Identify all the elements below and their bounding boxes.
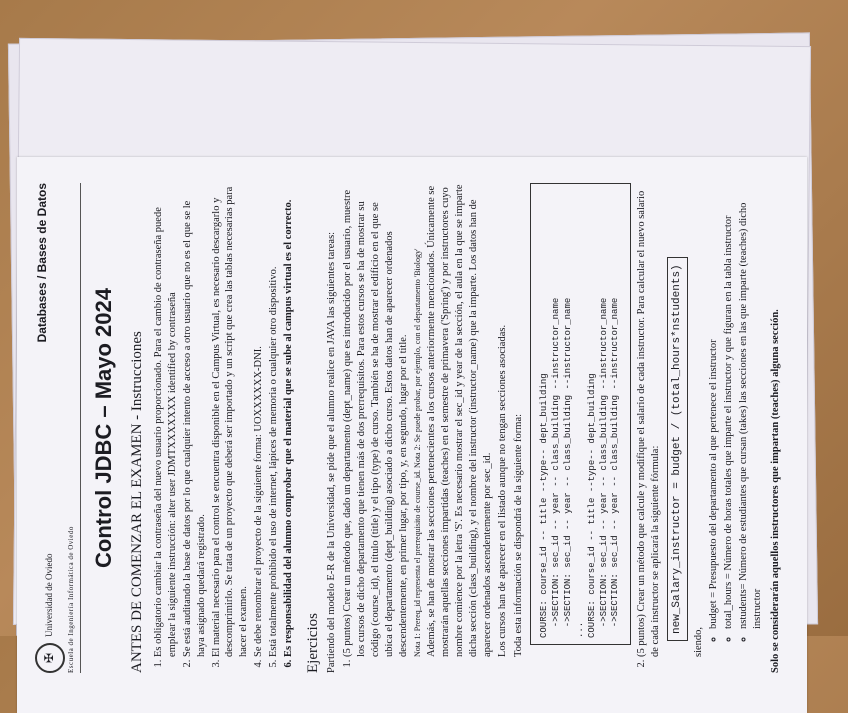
instruction-item: 3. El material necesario para el control se encuentra disponible en el Campus Virtual, es necesario descargarlo y descomprimirlo. Se trata de un proyecto que deberá ser importado y un script que crea las tablas necesarias para hacer el examen.	[210, 183, 252, 657]
exercises-intro: Partiendo del modelo E-R de la Universidad, se pide que el alumno realice en JAVA las siguientes tareas:	[326, 231, 338, 673]
variable-item: ◦ total_hours = Número de horas totales que imparte el instructor y que figuran en la tabla instructor	[722, 183, 736, 629]
exercise-2	[635, 183, 765, 657]
siendo-label: siendo,	[692, 626, 704, 657]
page-title: Control JDBC – Mayo 2024	[91, 288, 117, 568]
exercise-1-para3: Los cursos han de aparecer en el listado aunque no tengan secciones asociadas.	[497, 324, 509, 657]
university-logo-icon: ✠	[35, 643, 65, 673]
exercise-2-text: 2. (5 puntos) Crear un método que calcule y modifique el salario de cada instructor. Para calcular el nuevo salario de cada instructor se aplicará la siguiente fórmula:	[636, 190, 662, 657]
exercise-1	[341, 183, 631, 657]
university-name: Universidad de Oviedo	[44, 553, 55, 637]
instruction-item: 4. Se debe renombrar el proyecto de la siguiente forma: UOXXXXXX-DNI.	[252, 183, 266, 657]
output-format-code: COURSE: course_id -- title --type-- dept_building ->SECTION: sec_id -- year -- class_building --instructor_name ->SECTION: sec_id -- year -- class_building --instructor_name ... COURSE: course_id -- title --type-- dept_building ->SECTION: sec_id -- year -- class_building --instructor_name ->SECTION: sec_id -- year -- class_building --instructor_name	[539, 297, 621, 638]
instructions-list	[152, 183, 296, 673]
exercise-1-text: 1. (5 puntos) Crear un método que, dado un departamento (dept_name) que es introducido por el usuario, muestre los cursos de dicho departamento que tienen más de dos prerrequisitos. Para estos cursos se ha de mostrar su código (course_id), el título (title) y el tipo (type) de curso. También se ha de mostrar el edificio en el que se ubica el departamento (dept_building) asociado a dicho curso. Estos datos han de aparecer ordenados descendentemente, en primer lugar, por tipo, y, en segundo, lugar por el title.	[342, 189, 409, 657]
salary-formula: new_Salary_instructor = budget / (total_hours*nstudents)	[667, 257, 688, 641]
output-format-box	[530, 183, 631, 645]
exercise-1-para4: Toda esta información se dispondrá de la siguiente forma:	[513, 413, 525, 657]
formula-variables-list	[707, 183, 764, 657]
exercise-1-note: Nota 1: Prereq_id representa el prerrequisito de course_id. Nota 2: Se puede probar, por ejemplo, con el departamento 'Biology'	[412, 248, 422, 657]
exercises-heading: Ejercicios	[304, 613, 321, 673]
instruction-item: 2. Se está auditando la base de datos por lo que cualquier intento de acceso a otro usuario que no es el que se le haya asignado quedará registrado.	[181, 183, 209, 657]
course-name: Databases / Bases de Datos	[35, 183, 49, 343]
instructions-heading: ANTES DE COMENZAR EL EXAMEN - Instrucciones	[129, 331, 146, 673]
instruction-item: 1. Es obligatorio cambiar la contraseña del nuevo usuario proporcionado. Para el cambio de contraseña puede emplear la siguiente instrucción: alter user JDMTXXXXXXX identified by contraseña	[152, 183, 180, 657]
exam-page	[17, 157, 807, 713]
institution-block	[35, 526, 76, 673]
variable-item: ◦ nstudents= Número de estudiantes que cursan (takes) las secciones en las que imparte (teaches) dicho instructor	[737, 183, 765, 629]
school-name: Escuela de Ingeniería Informática de Oviedo	[67, 526, 75, 673]
instruction-item: 6. Es responsabilidad del alumno comprobar que el material que se sube al campus virtual es el correcto.	[282, 183, 296, 657]
variable-item: ◦ budget = Presupuesto del departamento al que pertenece el instructor	[707, 183, 721, 629]
instruction-item: 5. Está totalmente prohibido el uso de internet, lápices de memoria o cualquier otro dispositivo.	[267, 183, 281, 657]
exercises-list	[341, 183, 765, 673]
final-note: Solo se considerarán aquellos instructores que impartan (teaches) alguna sección.	[769, 309, 781, 673]
page-header	[35, 183, 81, 673]
exercise-1-para2: Además, se han de mostrar las secciones pertenecientes a los cursos anteriormente mencionados. Únicamente se mostrarán aquellas secciones impartidas (teaches) en el semestre de primavera ('Spring') y por instructores cuyo nombre comience por la letra 'S'. Es necesario mostrar el sec_id y year de la sección, el aula en la que se imparte dicha sección (class_building), y el nombre del instructor (instructor_name) que la imparte. Los datos han de aparecer ordenados ascendentemente por sec_id.	[426, 184, 493, 657]
